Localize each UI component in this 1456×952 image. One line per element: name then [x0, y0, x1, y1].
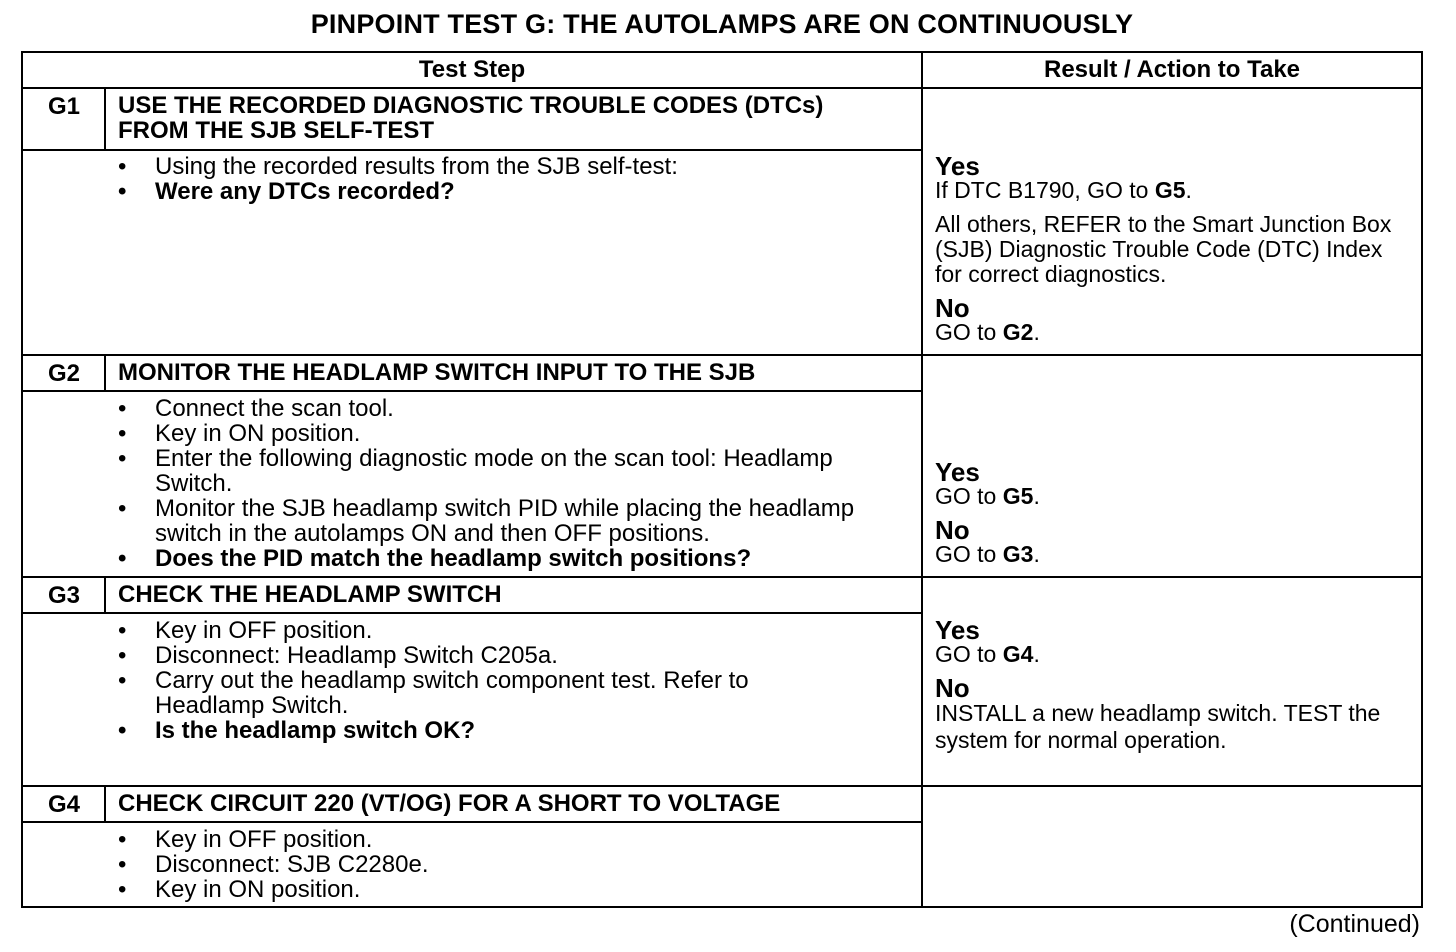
- step-reference: G4: [1002, 641, 1034, 667]
- g2-g3-divider: [23, 576, 1421, 578]
- step-question: • Were any DTCs recorded?: [118, 179, 908, 204]
- yes-action: If DTC B1790, GO to G5.: [935, 177, 1192, 203]
- step-reference: G5: [1154, 177, 1186, 203]
- column-divider: [921, 53, 923, 906]
- step-title: MONITOR THE HEADLAMP SWITCH INPUT TO THE SJB: [118, 359, 756, 386]
- step-id: G2: [47, 360, 80, 387]
- yes-label: Yes: [935, 457, 980, 487]
- list-item: • Key in ON position.: [118, 877, 888, 902]
- no-label: No: [935, 293, 970, 323]
- no-action: GO to G2.: [935, 319, 1040, 345]
- step-title: USE THE RECORDED DIAGNOSTIC TROUBLE CODES (DTCs) FROM THE SJB SELF-TEST: [118, 92, 824, 144]
- result-g3: [935, 615, 1405, 754]
- no-label: No: [935, 515, 970, 545]
- list-item: • Carry out the headlamp switch component test. Refer to Headlamp Switch.: [118, 668, 818, 718]
- step-instructions: [118, 396, 888, 571]
- step-instructions: [118, 618, 818, 743]
- yes-action: GO to G5.: [935, 483, 1040, 509]
- g3-title-divider: [23, 612, 921, 614]
- result-g2: [935, 457, 1415, 567]
- step-id: G3: [47, 582, 80, 609]
- g1-title-divider: [23, 149, 921, 151]
- result-g1: [935, 151, 1415, 345]
- step-instructions: [118, 827, 888, 902]
- list-item: • Enter the following diagnostic mode on the scan tool: Headlamp Switch.: [118, 446, 888, 496]
- header-divider: [23, 87, 1421, 89]
- step-question: • Is the headlamp switch OK?: [118, 718, 818, 743]
- step-reference: G3: [1002, 541, 1034, 567]
- header-test-step: Test Step: [418, 56, 526, 83]
- g3-g4-divider: [23, 785, 1421, 787]
- list-item: • Connect the scan tool.: [118, 396, 888, 421]
- g2-title-divider: [23, 390, 921, 392]
- step-question: • Does the PID match the headlamp switch positions?: [118, 546, 888, 571]
- list-item: • Key in OFF position.: [118, 827, 888, 852]
- page-title: PINPOINT TEST G: THE AUTOLAMPS ARE ON CONTINUOUSLY: [310, 9, 1134, 39]
- pinpoint-test-table: [21, 51, 1423, 908]
- list-item: • Using the recorded results from the SJB self-test:: [118, 154, 908, 179]
- list-item: • Disconnect: SJB C2280e.: [118, 852, 888, 877]
- g4-title-divider: [23, 821, 921, 823]
- yes-label: Yes: [935, 615, 980, 645]
- no-action: INSTALL a new headlamp switch. TEST the system for normal operation.: [935, 700, 1381, 753]
- yes-label: Yes: [935, 151, 980, 181]
- g1-g2-divider: [23, 354, 1421, 356]
- list-item: • Key in OFF position.: [118, 618, 818, 643]
- step-id: G4: [47, 791, 80, 818]
- list-item: • Key in ON position.: [118, 421, 888, 446]
- yes-action: GO to G4.: [935, 641, 1040, 667]
- step-reference: G5: [1002, 483, 1034, 509]
- no-action: GO to G3.: [935, 541, 1040, 567]
- step-instructions: [118, 154, 908, 204]
- step-title: CHECK CIRCUIT 220 (VT/OG) FOR A SHORT TO VOLTAGE: [118, 790, 781, 817]
- header-result: Result / Action to Take: [1043, 56, 1301, 83]
- list-item: • Monitor the SJB headlamp switch PID while placing the headlamp switch in the autolamps ON and then OFF positions.: [118, 496, 888, 546]
- step-reference: G2: [1002, 319, 1034, 345]
- step-id: G1: [47, 93, 80, 120]
- no-label: No: [935, 673, 970, 703]
- yes-action-other: All others, REFER to the Smart Junction Box (SJB) Diagnostic Trouble Code (DTC) Index for correct diagnostics.: [935, 211, 1392, 287]
- step-title: CHECK THE HEADLAMP SWITCH: [118, 581, 502, 608]
- continued-note: (Continued): [1289, 910, 1420, 938]
- list-item: • Disconnect: Headlamp Switch C205a.: [118, 643, 818, 668]
